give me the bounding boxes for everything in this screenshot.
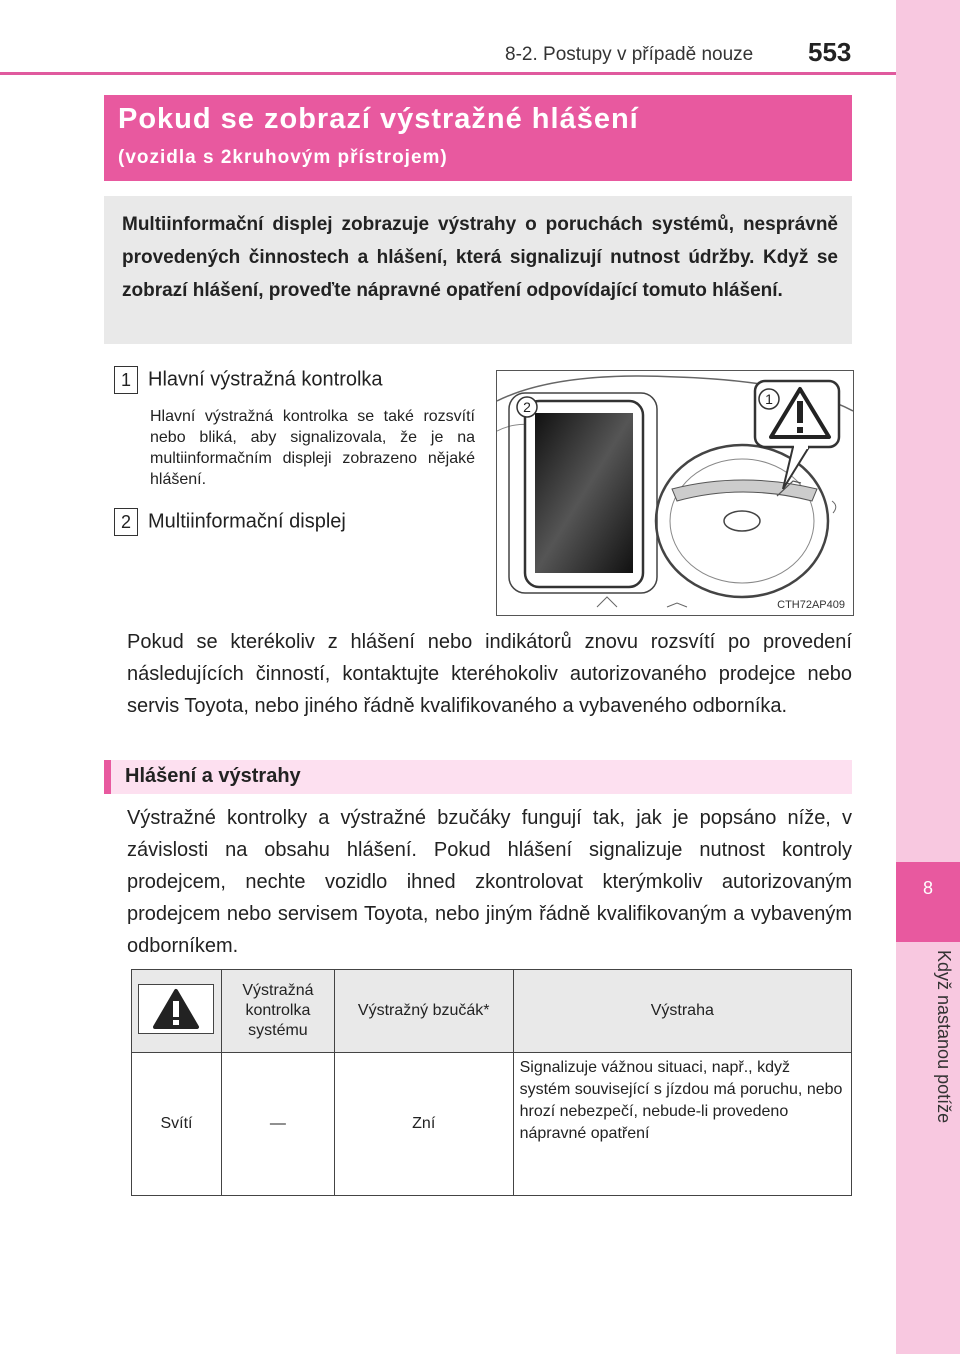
list-item [114, 508, 346, 536]
item-label: Multiinformační displej [148, 510, 346, 533]
dashboard-drawing [497, 371, 853, 615]
warning-icon-frame [138, 984, 214, 1034]
cell-dash: — [221, 1053, 334, 1196]
chapter-sidebar [896, 0, 960, 1354]
item-description: Hlavní výstražná kontrolka se také rozsvítí nebo bliká, aby signalizovala, že je na multiinformačním displeji zobrazeno nějaké hlášení. [150, 408, 475, 488]
item-number: 1 [114, 366, 138, 394]
warning-icon-cell [132, 970, 222, 1053]
page-header [0, 0, 896, 74]
cell-warning-text: Signalizuje vážnou situaci, např., když systém související s jízdou má poruchu, nebo hrozí nebezpečí, nebude-li provedeno nápravné opatření [513, 1053, 851, 1196]
chapter-title: Když nastanou potíže [934, 950, 954, 1124]
subheading-box [104, 760, 852, 794]
page-number: 553 [808, 37, 852, 67]
intro-box [104, 196, 852, 344]
subheading: Hlášení a výstrahy [125, 765, 301, 787]
multi-information-display [535, 413, 633, 573]
cell-lamp-state: Svítí [132, 1053, 222, 1196]
chapter-tab[interactable]: 8 [896, 862, 960, 942]
header-buzzer: Výstražný bzučák* [334, 970, 513, 1053]
section-title: 8-2. Postupy v případě nouze [505, 44, 754, 65]
paragraph-contact-dealer: Pokud se kterékoliv z hlášení nebo indikátorů znovu rozsvítí po provedení následujících činností, kontaktujte kteréhokoliv autorizovaného prodejce nebo servis Toyota, nebo jiného řádně kvalifikovaného a vybaveného odborníka. [127, 631, 852, 717]
steering-wheel [656, 445, 828, 597]
table-header-row [132, 970, 852, 1053]
callout-2-label: 2 [523, 399, 531, 415]
list-item [114, 366, 383, 394]
page-subtitle: (vozidla s 2kruhovým přístrojem) [118, 147, 448, 168]
paragraph-warnings: Výstražné kontrolky a výstražné bzučáky fungují tak, jak je popsáno níže, v závislosti na obsahu hlášení. Pokud hlášení signalizuje nutnost kontroly prodejcem, nechte vozidlo ihned zkontrolovat kterýmkoliv autorizovaným prodejcem nebo servisem Toyota, nebo jiným řádně kvalifikovaným a vybaveným odborníkem. [127, 807, 852, 957]
page-title: Pokud se zobrazí výstražné hlášení [118, 103, 639, 135]
dashboard-illustration [496, 370, 854, 616]
item-label: Hlavní výstražná kontrolka [148, 368, 383, 391]
callout-1-label: 1 [765, 391, 773, 407]
cell-buzzer: Zní [334, 1053, 513, 1196]
header-warning: Výstraha [513, 970, 851, 1053]
sidebar-background [896, 0, 960, 860]
warning-triangle-icon [139, 985, 213, 1033]
table-row [132, 1053, 852, 1196]
item-number: 2 [114, 508, 138, 536]
figure-code: CTH72AP409 [777, 599, 845, 611]
header-warning-lamp: Výstražná kontrolka systému [221, 970, 334, 1053]
warning-table [131, 969, 852, 1196]
header-rule [0, 72, 896, 75]
section-title-box [104, 95, 852, 181]
intro-text: Multiinformační displej zobrazuje výstrahy o poruchách systémů, nesprávně provedených činnostech a hlášení, která signalizují nutnost údržby. Když se zobrazí hlášení, proveďte nápravné opatření odpovídající tomuto hlášení. [122, 214, 838, 301]
